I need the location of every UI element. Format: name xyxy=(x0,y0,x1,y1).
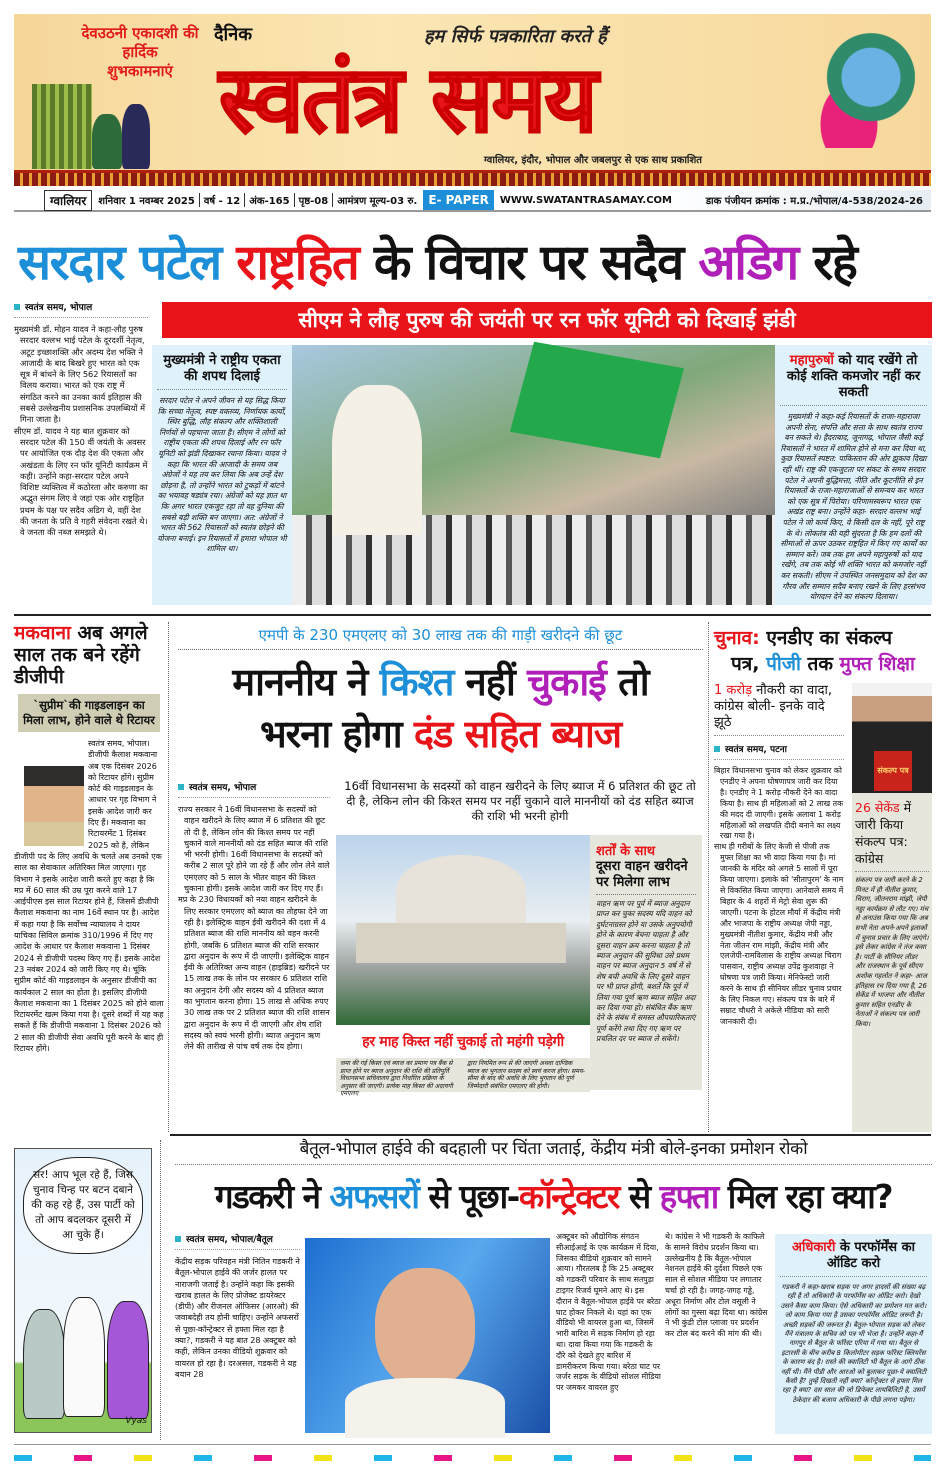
headline-part: से पूछा- xyxy=(428,1177,519,1216)
mla-story xyxy=(178,625,703,760)
headline-part: पीजी xyxy=(766,653,808,675)
manifesto-book: संकल्प पत्र xyxy=(874,751,912,791)
byline: स्वतंत्र समय, भोपाल xyxy=(14,300,148,318)
story-body: अक्टूबर को औद्योगिक संगठन सीआईआई के एक कार्यक्रम में दिया, जिसका वीडियो शुक्रवार को सामने आया। गौरतलब है कि 25 अक्टूबर को गडकरी परिवार के साथ सतपुड़ा टाइगर रिजर्व घूमने आए थे। इस दौरान वे बैतूल-भोपाल हाईवे पर बरेठा घाट होकर निकले थे। यहां का एक वीडियो भी वायरल हुआ था, जिसमें भारी बारिश में सड़क निर्माण हो रहा था। दावा किया गया कि गडकरी के दौरे को देखते हुए बारिश में डामरीकरण किया गया। बरेठा घाट पर जर्जर सड़क के वीडियो सोशल मीडिया पर जमकर वायरल हुए xyxy=(556,1232,661,1393)
sugarcane-illustration xyxy=(32,84,92,169)
registration-color-bar xyxy=(14,1455,931,1461)
caption-body xyxy=(336,1058,590,1098)
paragraph: मप्र के 230 विधायकों को नया वाहन खरीदने के लिए सरकार एमएलए को ब्याज का तोहफा देने जा रही है। इलेक्ट्रिक वाहन ईवी खरीदने की दशा में 4 प्रतिशत ब्याज की राशि माननीय को वहन करनी होगी, जबकि 6 प्रतिशत ब्याज की राशि सरकार द्वारा अनुदान के रूप में दी जाएगी। इलेक्ट्रिक वाहन ईवी के अतिरिक्त अन्य वाहन (हाइब्रिड) खरीदने पर 15 लाख तक के लोन पर सरकार 6 प्रतिशत राशि का अनुदान देगी और सदस्य को 4 प्रतिशत ब्याज का भुगतान करना होगा। 15 लाख से अधिक रुपए 30 लाख तक पर 2 प्रतिशत ब्याज की राशि शासन द्वारा अनुदान के रूप में दी जाएगी और शेष राशि सदस्य को स्वयं भरनी होगी। ब्याज अनुदान ऋण लेने की तारीख से पांच वर्ष तक देय होगा। xyxy=(178,895,330,1052)
paragraph: बिहार विधानसभा चुनाव को लेकर शुक्रवार को एनडीए ने अपना घोषणापत्र जारी कर दिया है। एनडीए ने 1 करोड़ नौकरी देने का वादा किया है। साथ ही महिलाओं को 2 लाख तक की मदद दी जाएगी। इसके अलावा 1 करोड़ महिलाओं को लखपति दीदी बनाने का लक्ष्य रखा गया है। xyxy=(714,766,844,841)
greeting-line: हार्दिक xyxy=(122,43,158,61)
headline-part: पत्र, xyxy=(731,653,767,675)
inset-oath xyxy=(152,345,292,605)
headline-part: रहे xyxy=(813,234,857,291)
headline-part: से xyxy=(628,1177,660,1216)
headline-part: तक xyxy=(807,653,840,675)
mla-headline xyxy=(178,656,703,708)
paragraph: जमा की गई किस्त एवं ब्याज का प्रमाण पत्र बैंक से प्राप्त होने पर ब्याज अनुदान की राशि की प्रतिपूर्ति विधानसभा सचिवालय द्वारा निर्धारित प्रक्रिया के अनुसार की जाएगी। प्रत्येक माह किस्त की अदायगी एमएलए xyxy=(340,1060,453,1098)
headline-part: तो xyxy=(618,660,649,704)
story-body: केंद्रीय सड़क परिवहन मंत्री नितिन गडकरी ने बैतूल-भोपाल हाईवे की जर्जर हालत पर नाराजगी जताई है। उन्होंने कहा कि इसकी खराब हालत के लिए प्रोजेक्ट डायरेक्टर (डीपी) और रीजनल ऑफिसर (आरओ) की जवाबदेही तय होनी चाहिए। उन्होंने अफसरों से पूछा-कॉन्ट्रेक्टर से हफ्ता मिल रहा है क्या?, गडकरी ने यह बात 28 अक्टूबर को कही, लेकिन उनका वीडियो शुक्रवार को वायरल हो रहा है। दरअसल, गडकरी ने यह बयान 28 xyxy=(175,1257,300,1379)
inset-body: मुख्यमंत्री ने कहा-कई रियासतों के राजा-महाराजा अपनी सेना, संपत्ति और सत्ता के साथ स्वतंत्र राज्य बन सकते थे। हैदराबाद, जूनागढ़, भोपाल जैसी कई रियासतों ने भारत में शामिल होने से मना कर दिया था, कुछ रियासतें स्पष्टत: पाकिस्तान की ओर झुकाव दिखा रही थीं। राष्ट्र की एकजुटता पर संकट के समय सरदार पटेल ने अपनी बुद्धिमत्ता, नीति और कूटनीति से इन रियासतों के राजा-महाराजाओं से समन्वय कर भारत को एक सूत्र में पिरोया। परिणामस्वरूप भारत एक अखंड राष्ट्र बना। उन्होंने कहा- सरदार वल्लभ भाई पटेल ने जो कार्य किए, वे किसी दल के नहीं, पूरे राष्ट्र के थे। लोकतंत्र की यही सुंदरता है कि हम दलों की सीमाओं से ऊपर उठकर राष्ट्रहित में किए गए कार्यों का सम्मान करें। जब तक हम अपने महापुरुषों को याद रखेंगे, तब तक कोई भी शक्ति भारत को कमजोर नहीं कर सकती। सीएम ने उपस्थित जनसमुदाय को देश का गौरव और सम्मान सदैव बनाए रखने के लिए हरसंभव योगदान देने का संकल्प दिलाया। xyxy=(780,412,927,602)
greeting-line: देवउठनी एकादशी की xyxy=(81,24,199,42)
headline-part: चुकाई xyxy=(527,660,619,704)
headline-part: माननीय ने xyxy=(232,660,380,704)
decorative-border xyxy=(14,170,931,186)
speech-bubble: सर! आप भूल रहे हैं, जिस चुनाव चिन्ह पर बटन दबाने की कह रहे हैं, उस पार्टी को तो आप बदलकर दूसरी में आ चुके हैं। xyxy=(23,1157,143,1254)
divider xyxy=(14,614,931,616)
date-bar xyxy=(14,190,931,212)
column-rule xyxy=(160,1140,161,1440)
headline-highlight: मकवाना xyxy=(14,622,71,644)
headline-part: राष्ट्रहित xyxy=(236,234,374,291)
byline: स्वतंत्र समय, पटना xyxy=(714,742,844,760)
inset-body: सरदार पटेल ने अपने जीवन से यह सिद्ध किया कि सच्चा नेतृत्व, स्पष्ट वक्तव्य, निर्णायक कार्यों, स्थिर बुद्धि, लौह संकल्प और शक्तिशाली निर्णयों से पहचाना जाता है। सीएम ने लोगों को राष्ट्रीय एकता की शपथ दिलाई और रन फॉर यूनिटी को झंडी दिखाकर रवाना किया। यादव ने कहा कि भारत की आजादी के समय जब अंग्रेजों ने यह तय कर लिया कि अब उन्हें देश छोड़ना है, तो उन्होंने भारत को टुकड़ों में बांटने का भयावह षड्यंत्र रचा। अंग्रेजों को यह ज्ञात था कि अगर भारत एकजुट रहा तो वह दुनिया की सबसे बड़ी शक्ति बन जाएगा। अत: अंग्रेजों ने भारत की 562 रियासतों को स्वतंत्र छोड़ने की योजना बनाई। इन रियासतों में हमारा भोपाल भी शामिल था। xyxy=(157,396,287,554)
website-link[interactable]: WWW.SWATANTRASAMAY.COM xyxy=(499,194,672,206)
inset-title: मुख्यमंत्री ने राष्ट्रीय एकता की शपथ दिलाई xyxy=(157,353,287,390)
bihar-story xyxy=(714,625,932,1132)
festival-greeting xyxy=(72,24,208,81)
sidebar-title: दूसरा वाहन खरीदने पर मिलेगा लाभ xyxy=(596,859,696,895)
inset-title: को याद रखेंगे तो कोई शक्ति कमजोर नहीं कर सकती xyxy=(786,353,921,400)
lead-banner: सीएम ने लौह पुरुष की जयंती पर रन फॉर यूनिटी को दिखाई झंडी xyxy=(162,302,932,338)
price: आमंत्रण मूल्य-03 रु. xyxy=(337,196,418,207)
headline-part: मुफ्त शिक्षा xyxy=(839,653,915,675)
sidebar-body: संकल्प पत्र जारी करने के 2 मिनट में ही नीतीश कुमार, चिराग, जीतनराम मांझी, जेपी नड्डा कार्यक्रम से लौट गए। मंच से अनाउंस किया गया कि अब सभी नेता अपने-अपने इलाकों में चुनाव प्रचार के लिए जाएंगे। इसे लेकर कांग्रेस ने तंज कसा है। पार्टी के सीनियर लीडर और राजस्थान के पूर्व सीएम अशोक गहलोत ने कहा- आज इतिहास रच दिया गया है, 26 सेकेंड में भाजपा और नीतीश कुमार सहित एनडीए के नेताओं ने संकल्प पत्र जारी किया। xyxy=(855,876,929,1028)
column-rule xyxy=(708,622,709,1132)
congress-sidebar xyxy=(852,683,932,1132)
masthead xyxy=(14,14,931,186)
cartoon-figure xyxy=(107,1301,149,1419)
cartoon xyxy=(14,1148,152,1433)
divider xyxy=(170,1134,931,1136)
cartoon-figure xyxy=(23,1309,65,1419)
headline-part: सरदार पटेल xyxy=(18,234,237,291)
dainik-label: दैनिक xyxy=(214,24,253,45)
volume-year: वर्ष - 12 xyxy=(203,196,241,207)
paragraph: साथ ही गरीबों के लिए केजी से पीजी तक मुफ्त शिक्षा का भी वादा किया गया है। मां जानकी के मंदिर को अगले 5 सालों में पूरा किया जाएगा। इलाके को 'सीतापुरम' के नाम से विकसित किया जाएगा। आनेवाले समय में बिहार के 4 शहरों में मेट्रो सेवा शुरू की जाएगी। पटना के होटल मौर्या में केंद्रीय मंत्री और भाजपा के राष्ट्रीय अध्यक्ष जेपी नड्डा, मुख्यमंत्री नीतीश कुमार, केंद्रीय मंत्री और नेता जीतन राम मांझी, केंद्रीय मंत्री और एलजेपी-रामविलास के राष्ट्रीय अध्यक्ष चिराग पासवान, राष्ट्रीय अध्यक्ष उपेंद्र कुशवाहा ने घोषणा पत्र जारी किया। मेनिफेस्टो जारी करने के साथ ही सीनियर लीडर चुनाव प्रचार के लिए निकल गए। संकल्प पत्र के बारे में सम्राट चौधरी ने अकेले मीडिया को सारी जानकारी दी। xyxy=(714,842,844,1026)
kicker: एमपी के 230 एमएलए को 30 लाख तक की गाड़ी खरीदने की छूट xyxy=(178,625,703,650)
audit-sidebar xyxy=(775,1234,932,1434)
gadkari-photo xyxy=(305,1238,550,1433)
vidhan-sabha-photo xyxy=(336,835,590,1025)
headline-part: कॉन्ट्रेक्टर xyxy=(518,1177,629,1216)
greeting-line: शुभकामनाएं xyxy=(107,62,173,80)
headline-part: अफसरों xyxy=(329,1177,429,1216)
issue-number: अंक-165 xyxy=(249,196,290,207)
sidebar-title: के परफॉर्मेंस का ऑडिट करो xyxy=(826,1240,915,1271)
headline-part: के विचार पर सदैव xyxy=(373,234,699,291)
krishna-illustration xyxy=(122,104,150,169)
mla-headline-line2 xyxy=(178,708,703,760)
headline-part: दंड सहित ब्याज xyxy=(413,712,622,756)
headline-part: नहीं xyxy=(465,660,528,704)
lead-headline xyxy=(18,232,933,294)
paragraph: द्वारा नियमित रूप से की जाएगी अथवा दाण्डिक ब्याज का भुगतान सदस्य को स्वयं करना होगा। समय-सीमा के बाद की अवधि के लिए भुगतान की पूर्ण जिम्मेदारी संबंधित एमएलए की होगी। xyxy=(467,1060,585,1090)
byline: स्वतंत्र समय, भोपाल/बैतूल xyxy=(175,1232,300,1250)
sidebar-body: वाहन ऋण पर पूर्व में ब्याज अनुदान प्राप्त कर चुका सदस्य यदि वाहन को दुर्घटनाग्रस्त होने या उसके अनुपयोगी होने के कारण बेचना चाहता है और दूसरा वाहन क्रय करना चाहता है तो ब्याज अनुदान की सुविधा उसे प्रथम वाहन पर ब्याज अनुदान 5 वर्ष में से शेष बची अवधि के लिए दूसरे वाहन पर भी प्राप्त होगी, बशर्ते कि पूर्व में लिया गया पूर्ण ऋण ब्याज सहित अदा कर दिया गया हो। संबंधित बैंक ऋण देने के संबंध में समस्त औपचारिकताएं पूर्ण करेंगे तथा दिए गए ऋण पर प्रचलित दर पर ब्याज ले सकेंगे। xyxy=(596,899,696,1044)
gadkari-col1 xyxy=(175,1232,300,1442)
paragraph: सीएम डॉ. यादव ने यह बात शुक्रवार को सरदार पटेल की 150 वीं जयंती के अवसर पर आयोजित एक दौड़ देश की एकता और अखंडता के लिए रन फॉर यूनिटी कार्यक्रम में कही। उन्होंने कहा-सरदार पटेल अपने विशिष्ट व्यक्तित्व में कठोरता और करुणा का अद्भुत संगम लिए वे जहां एक ओर राष्ट्रहित प्रथम के पक्ष पर सदैव अडिग थे, वहीं देश की जनता के प्रति वे गहरी संवेदना रखते थे। वे जनता की नब्ज समझते थे। xyxy=(14,425,148,538)
dgp-photo xyxy=(24,766,84,846)
kicker: बैतूल-भोपाल हाईवे की बदहाली पर चिंता जताई, केंद्रीय मंत्री बोले-इनका प्रमोशन रोको xyxy=(175,1137,932,1165)
headline-part: अडिग xyxy=(698,234,814,291)
nadda-photo xyxy=(852,683,932,793)
gadkari-headline xyxy=(175,1172,932,1224)
deck: 16वीं विधानसभा के सदस्यों को वाहन खरीदने के लिए ब्याज में 6 प्रतिशत की छूट तो दी है, लेकिन लोन की किश्त समय पर नहीं चुकाने वाले माननीयों को दंड सहित ब्याज की राशि भी भरनी होगी xyxy=(344,779,696,823)
vishnu-illustration xyxy=(805,30,915,148)
mla-body-column xyxy=(178,780,330,1092)
sidebar-highlight: शर्तों के साथ xyxy=(596,844,656,859)
story-body: थे। कांग्रेस ने भी गडकरी के काफिले के सामने विरोध प्रदर्शन किया था। उल्लेखनीय है कि बैतूल-भोपाल नेशनल हाईवे की दुर्दशा पिछले एक साल से सोशल मीडिया पर लगातार चर्चा हो रही है। जगह-जगह गड्ढे, अधूरा निर्माण और टोल वसूली ने लोगों का गुस्सा बढ़ा दिया था। कांग्रेस ने भी कुंडी टोल प्लाजा पर प्रदर्शन कर टोल बंद करने की मांग की थी। xyxy=(665,1232,768,1339)
inset-title-highlight: महापुरुषों xyxy=(789,353,834,368)
subheadline: नौकरी का वादा, कांग्रेस बोली- इनके वादे झूठे xyxy=(714,683,833,730)
newspaper-logo: स्वतंत्र समय xyxy=(219,46,596,153)
headline-part: किश्त xyxy=(379,660,466,704)
paragraph: मुख्यमंत्री डॉ. मोहन यादव ने कहा-लौह पुरुष सरदार वल्लभ भाई पटेल के दूरदर्शी नेतृत्व, अटूट इच्छाशक्ति और अदम्य देश भक्ति ने आजादी के बाद बिखरे हुए भारत को एक सूत्र में बांधने के लिए 562 रियासतों का विलय कराया। भारत को एक राष्ट्र में संगठित करने का उनका कार्य इतिहास की सबसे उल्लेखनीय प्रशासनिक उपलब्धियों में गिना जाता है। xyxy=(14,324,146,425)
second-vehicle-sidebar xyxy=(590,835,702,1090)
editions-text: ग्वालियर, इंदौर, भोपाल और जबलपुर से एक साथ प्रकाशित xyxy=(484,155,702,166)
headline: अब अगले साल तक बने रहेंगे डीजीपी xyxy=(14,622,148,688)
inset-great-men xyxy=(775,345,932,605)
makwana-story xyxy=(14,622,164,1134)
page-count: पृष्ठ-08 xyxy=(298,196,329,207)
subhead-highlight: 1 करोड़ xyxy=(714,683,753,698)
headline-part: हफ्ता xyxy=(659,1177,728,1216)
sidebar-highlight: 26 सेकेंड xyxy=(855,800,900,815)
headline-part: मिल रहा क्या? xyxy=(727,1177,892,1216)
headline-part: भरना होगा xyxy=(259,712,414,756)
subheadline: `सुप्रीम`की गाइडलाइन का मिला लाभ, होने वाले थे रिटायर xyxy=(18,694,160,732)
cartoonist-signature: Vyas xyxy=(125,1416,147,1426)
tulsi-illustration xyxy=(92,114,122,169)
sidebar-body: गडकरी ने कहा-खराब सड़क पर अगर हादसों की संख्या बढ़ रही है तो अधिकारी के परफॉर्मेंस का ऑडिट करो। देखो उसने कैसा काम किया। ऐसे अधिकारी का प्रमोशन मत करो। जो काम किया गया है उसका परफॉर्मेंस ऑडिट जरूरी है। अच्छी सड़कों की जरूरत है। बैतूल-भोपाल सड़क को लेकर मैंने मंत्रालय के सचिव को पत्र भी भेजा है। उन्होंने कहा-मैं नागपुर से बैतूल के फॉरेस्ट एरिया में गया था। बैतूल से इटारसी के बीच करीब 8 किलोमीटर सड़क फॉरेस्ट क्लियरेंस के कारण बंद है। रास्ते की क्वालिटी भी बैतूल के आगे ठीक नहीं थी। मैंने पीडी और आरओ को बुलाकर पूछा-ये क्वालिटी कैसी है? तुम्हें दिखती नहीं क्या? कॉन्ट्रेक्टर से हफ्ता मिल रहा है क्या? दस साल की जो डिफेक्ट लायबिलिटी है, उसमें ठेकेदार की बजाय अधिकारी के पीछे लगना पड़ेगा। xyxy=(780,1283,927,1404)
run-for-unity-photo xyxy=(292,345,775,605)
byline: स्वतंत्र समय, भोपाल xyxy=(178,780,330,798)
headline: एनडीए का संकल्प xyxy=(759,627,893,649)
sidebar-title: में जारी किया संकल्प पत्र: कांग्रेस xyxy=(855,800,912,866)
headline-highlight: चुनाव: xyxy=(714,627,760,649)
headline-part: गडकरी ने xyxy=(215,1177,330,1216)
issue-date: शनिवार 1 नवम्बर 2025 xyxy=(98,196,195,207)
story-body: स्वतंत्र समय, भोपाल। डीजीपी कैलाश मकवाना अब एक दिसंबर 2026 को रिटायर होंगे। सुप्रीम कोर्ट की गाइडलाइन के आधार पर गृह विभाग ने इसके आदेश जारी कर दिए हैं। मकवाना का रिटायरमेंट 1 दिसंबर 2025 को है, लेकिन डीजीपी पद के लिए अवधि के चलते अब उनको एक साल का सेवाकाल अतिरिक्त मिल जाएगा। गृह विभाग ने इसके आदेश जारी करते हुए कहा है कि मप्र में 60 साल की उम्र पूरा करने वाले 17 आईपीएस इस साल रिटायर होने हैं, जिसमें डीजीपी कैलाश मकवाना का नाम 16वें स्थान पर है। आदेश में कहा गया है कि सर्वोच्च न्यायालय ने दायर याचिका सिविल क्रमांक 310/1996 में दिए गए आदेश के आधार पर कैलाश मकवाना 1 दिसंबर 2024 से डीजीपी पदस्थ किए गए हैं। इसके आदेश 23 नवंबर 2024 को जारी किए गए थे। चूंकि सुप्रीम कोर्ट की गाइडलाइन के अनुसार डीजीपी का कार्यकाल 2 साल का होता है। इसलिए डीजीपी कैलाश मकवाना का 1 दिसंबर 2025 को होने वाला रिटायरमेंट खत्म किया गया है। दूसरे शब्दों में यह कह सकते हैं कि डीजीपी मकवाना 1 दिसंबर 2026 को 2 साल की डीजीपी सेवा अवधि पूरी करने के बाद ही रिटायर होंगे। xyxy=(14,739,164,1054)
paragraph: राज्य सरकार ने 16वीं विधानसभा के सदस्यों को वाहन खरीदने के लिए ब्याज में 6 प्रतिशत की छूट तो दी है, लेकिन लोन की किश्त समय पर नहीं चुकाने वाले माननीयों को दंड सहित ब्याज की राशि भी भरनी होगी। 16वीं विधानसभा के सदस्यों को करीब 2 साल पूरे होने जा रहे हैं और लोन लेने वाले एमएलए को 5 साल के भीतर वाहन की किश्त चुकाना होगी। इसके आदेश जारी कर दिए गए हैं। xyxy=(178,805,330,894)
edition-city: ग्वालियर xyxy=(44,190,92,211)
epaper-badge[interactable]: E- PAPER xyxy=(423,190,494,210)
column-rule xyxy=(168,622,169,1132)
tagline: हम सिर्फ पत्रकारिता करते हैं xyxy=(424,26,607,47)
sidebar-highlight: अधिकारी xyxy=(792,1240,836,1255)
photo-caption: हर माह किस्त नहीं चुकाई तो महंगी पड़ेगी xyxy=(362,1034,564,1050)
divider xyxy=(14,1444,931,1445)
postal-registration: डाक पंजीयन क्रमांक : म.प्र./भोपाल/4-538/2024-26 xyxy=(705,196,923,207)
bihar-body-column xyxy=(714,683,844,1132)
cartoon-figure xyxy=(63,1297,105,1417)
lead-story-column xyxy=(14,300,148,605)
